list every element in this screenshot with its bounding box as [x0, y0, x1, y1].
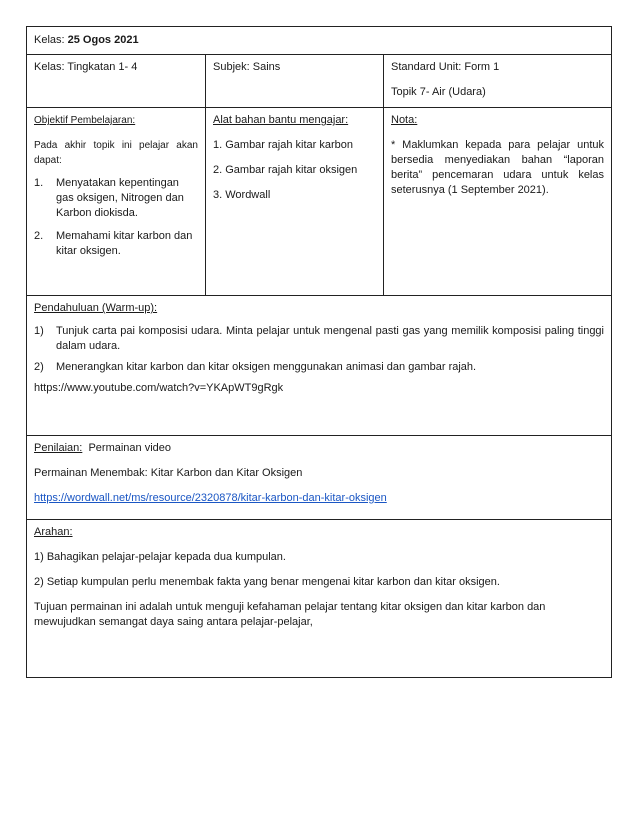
kelas-cell — [27, 55, 205, 107]
subjek-cell — [205, 55, 383, 107]
info-row — [27, 55, 611, 108]
standard-unit-text: Standard Unit: Form 1 — [391, 61, 500, 73]
penilaian-heading: Penilaian: — [34, 442, 83, 454]
alat-item: 2. Gambar rajah kitar oksigen — [213, 164, 358, 176]
alat-item: 1. Gambar rajah kitar karbon — [213, 139, 354, 151]
alat-item: 3. Wordwall — [213, 189, 271, 201]
penilaian-type: Permainan video — [88, 442, 172, 454]
penilaian-desc: Permainan Menembak: Kitar Karbon dan Kitar Oksigen — [34, 467, 303, 479]
alat-heading: Alat bahan bantu mengajar: — [213, 114, 349, 126]
subjek-text: Subjek: Sains — [213, 61, 281, 73]
objektif-list — [34, 176, 198, 259]
list-item: 1) Tunjuk carta pai komposisi udara. Minta pelajar untuk mengenal pasti gas yang memilik komposisi paling tinggi dalam udara. — [34, 325, 604, 352]
kelas-date-row — [27, 27, 611, 55]
penilaian-row — [27, 436, 611, 520]
arahan-row — [27, 520, 611, 677]
list-item: 2. Memahami kitar karbon dan kitar oksigen. — [34, 230, 193, 257]
arahan-heading: Arahan: — [34, 526, 73, 538]
list-item: 2) Menerangkan kitar karbon dan kitar oksigen menggunakan animasi dan gambar rajah. — [34, 361, 477, 373]
lesson-plan-table — [26, 26, 612, 678]
objektif-heading: Objektif Pembelajaran: — [34, 115, 136, 126]
arahan-item: 1) Bahagikan pelajar-pelajar kepada dua kumpulan. — [34, 551, 286, 563]
pendahuluan-heading: Pendahuluan (Warm-up): — [34, 302, 158, 314]
standard-unit-cell — [383, 55, 611, 107]
kelas-date-value: 25 Ogos 2021 — [67, 34, 139, 46]
alat-cell — [205, 108, 383, 295]
list-item: 1. Menyatakan kepentingan gas oksigen, Nitrogen dan Karbon diokisda. — [34, 177, 184, 219]
objektif-cell — [27, 108, 205, 295]
objektif-row — [27, 108, 611, 296]
youtube-url: https://www.youtube.com/watch?v=YKApWT9gRgk — [34, 382, 284, 394]
nota-text: * Maklumkan kepada para pelajar untuk bersedia menyediakan bahan “laporan berita” pencemaran udara untuk kelas seterusnya (1 September 2021). — [391, 139, 604, 196]
topik-text: Topik 7- Air (Udara) — [391, 86, 486, 98]
kelas-text: Kelas: Tingkatan 1- 4 — [34, 61, 138, 73]
nota-cell — [383, 108, 611, 295]
wordwall-link[interactable]: https://wordwall.net/ms/resource/2320878/kitar-karbon-dan-kitar-oksigen — [34, 492, 387, 504]
kelas-date-label: Kelas: — [34, 34, 65, 46]
nota-heading: Nota: — [391, 114, 418, 126]
pendahuluan-row — [27, 296, 611, 436]
objektif-intro: Pada akhir topik ini pelajar akan dapat: — [34, 140, 198, 166]
arahan-tujuan: Tujuan permainan ini adalah untuk menguji kefahaman pelajar tentang kitar oksigen dan kitar karbon dan mewujudkan semangat daya saing antara pelajar-pelajar, — [34, 601, 546, 628]
arahan-item: 2) Setiap kumpulan perlu menembak fakta yang benar mengenai kitar karbon dan kitar oksigen. — [34, 576, 500, 588]
pendahuluan-list — [34, 324, 604, 375]
